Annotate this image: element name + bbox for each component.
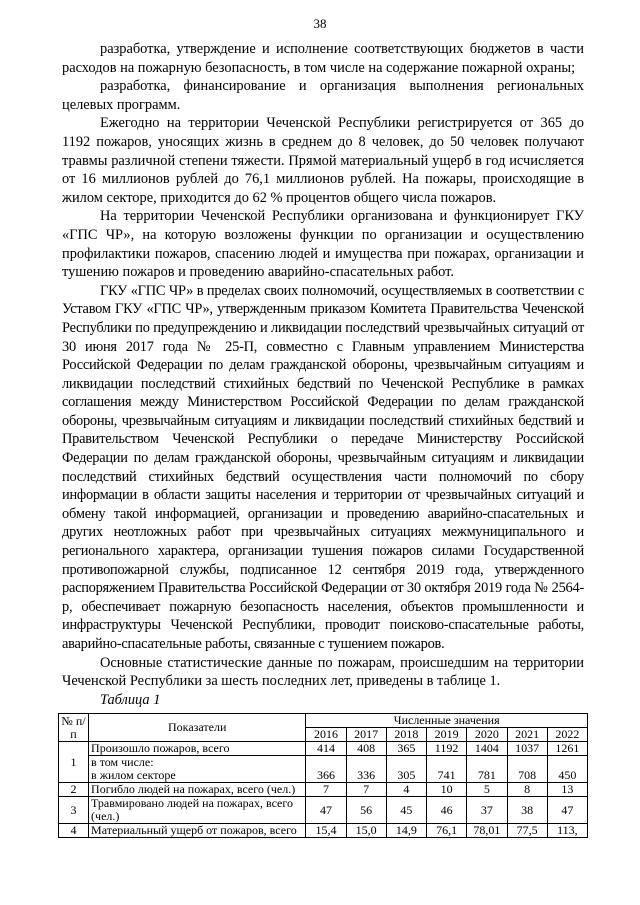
value-cell: 45	[386, 797, 426, 824]
value-cell: 15,4	[306, 824, 346, 838]
paragraph: На территории Чеченской Республики организована и функционирует ГКУ «ГПС ЧР», на которую возложены функции по организации и осуществлению профилактики пожаров, спасению людей и имущества при пожарах, организации и тушению пожаров и проведению аварийно-спасательных работ.	[62, 208, 584, 281]
value-cell: 37	[467, 797, 507, 824]
row-number: 2	[59, 783, 89, 797]
year-cell: 2017	[346, 728, 386, 742]
page-number: 38	[313, 16, 327, 31]
row-indicator: Материальный ущерб от пожаров, всего	[89, 824, 306, 838]
row-indicator: Произошло пожаров, всего	[89, 742, 306, 756]
value-cell: 1037	[507, 742, 547, 756]
table-header-row	[59, 714, 588, 728]
value-cell: 47	[306, 797, 346, 824]
value-cell: 781	[467, 769, 507, 783]
document-body	[62, 40, 584, 838]
paragraph: Основные статистические данные по пожарам, происшедшим на территории Чеченской Республики за шесть последних лет, приведены в таблице 1.	[62, 654, 584, 690]
value-cell: 1261	[547, 742, 587, 756]
table-row	[59, 797, 588, 824]
value-cell: 365	[386, 742, 426, 756]
table-row	[59, 783, 588, 797]
table-row	[59, 742, 588, 756]
table-row	[59, 824, 588, 838]
year-cell: 2019	[426, 728, 466, 742]
statistics-table	[58, 713, 588, 838]
table-caption: Таблица 1	[100, 691, 161, 708]
value-cell: 7	[306, 783, 346, 797]
value-cell: 7	[346, 783, 386, 797]
value-cell: 76,1	[426, 824, 466, 838]
row-sub-indicator: в жилом секторе	[89, 769, 306, 783]
value-cell: 1404	[467, 742, 507, 756]
table-row	[59, 769, 588, 783]
value-cell: 38	[507, 797, 547, 824]
value-cell: 8	[507, 783, 547, 797]
year-cell: 2022	[547, 728, 587, 742]
paragraph: ГКУ «ГПС ЧР» в пределах своих полномочий, осуществляемых в соответствии с Уставом ГКУ «ГПС ЧР», утвержденным приказом Комитета Правительства Чеченской Республики по предупреждению и ликвидации последствий чрезвычайных ситуаций от 30 июня 2017 года № 25-П, совместно с Главным управлением Министерства Российской Федерации по делам гражданской обороны, чрезвычайным ситуациям и ликвидации последствий стихийных бедствий по Чеченской Республике в рамках соглашения между Министерством Российской Федерации по делам гражданской обороны, чрезвычайным ситуациям и ликвидации последствий стихийных бедствий и Правительством Чеченской Республики о передаче Министерству Российской Федерации по делам гражданской обороны, чрезвычайным ситуациям и ликвидации последствий стихийных бедствий осуществления части полномочий по сбору информации в области защиты населения и территории от чрезвычайных ситуаций и обмену такой информацией, организации и проведению аварийно-спасательных и других неотложных работ при чрезвычайных ситуациях межмуниципального и регионального характера, организации тушения пожаров силами Государственной противопожарной службы, подписанное 12 сентября 2019 года, утвержденного распоряжением Правительства Российской Федерации от 30 октября 2019 года № 2564-р, обеспечивает пожарную безопасность населения, объектов промышленности и инфраструктуры Чеченской Республики, проводит поисково-спасательные работы, аварийно-спасательные работы, связанные с тушением пожаров.	[62, 282, 584, 652]
year-cell: 2016	[306, 728, 346, 742]
value-cell: 366	[306, 769, 346, 783]
paragraph: разработка, финансирование и организация выполнения региональных целевых программ.	[62, 78, 584, 113]
row-indicator: Погибло людей на пожарах, всего (чел.)	[89, 783, 306, 797]
value-cell: 408	[346, 742, 386, 756]
value-cell: 10	[426, 783, 466, 797]
row-indicator: Травмировано людей на пожарах, всего (чел.)	[89, 797, 306, 824]
value-cell: 47	[547, 797, 587, 824]
value-cell: 78,01	[467, 824, 507, 838]
row-number: 4	[59, 824, 89, 838]
year-cell: 2020	[467, 728, 507, 742]
value-cell: 305	[386, 769, 426, 783]
row-number: 1	[59, 742, 89, 783]
row-number: 3	[59, 797, 89, 824]
header-number: № п/п	[59, 714, 89, 742]
year-cell: 2018	[386, 728, 426, 742]
value-cell: 77,5	[507, 824, 547, 838]
value-cell: 1192	[426, 742, 466, 756]
value-cell: 56	[346, 797, 386, 824]
paragraph: разработка, утверждение и исполнение соответствующих бюджетов в части расходов на пожарную безопасность, в том числе на содержание пожарной охраны;	[62, 41, 584, 76]
value-cell: 4	[386, 783, 426, 797]
paragraph: Ежегодно на территории Чеченской Республики регистрируется от 365 до 1192 пожаров, уносящих жизнь в среднем до 8 человек, до 50 человек получают травмы различной степени тяжести. Прямой материальный ущерб в год исчисляется от 16 миллионов рублей до 76,1 миллионов рублей. На пожары, происходящие в жилом секторе, приходится до 62 % процентов общего числа пожаров.	[62, 115, 584, 206]
value-cell: 450	[547, 769, 587, 783]
value-cell: 14,9	[386, 824, 426, 838]
value-cell: 336	[346, 769, 386, 783]
value-cell: 708	[507, 769, 547, 783]
value-cell: 113,	[547, 824, 587, 838]
year-cell: 2021	[507, 728, 547, 742]
value-cell: 13	[547, 783, 587, 797]
value-cell: 46	[426, 797, 466, 824]
value-cell: 5	[467, 783, 507, 797]
value-cell: 741	[426, 769, 466, 783]
value-cell: 15,0	[346, 824, 386, 838]
table-row	[59, 756, 588, 770]
value-cell: 414	[306, 742, 346, 756]
header-indicator: Показатели	[89, 714, 306, 742]
header-values: Численные значения	[306, 714, 588, 728]
row-sub-label: в том числе:	[89, 756, 306, 770]
